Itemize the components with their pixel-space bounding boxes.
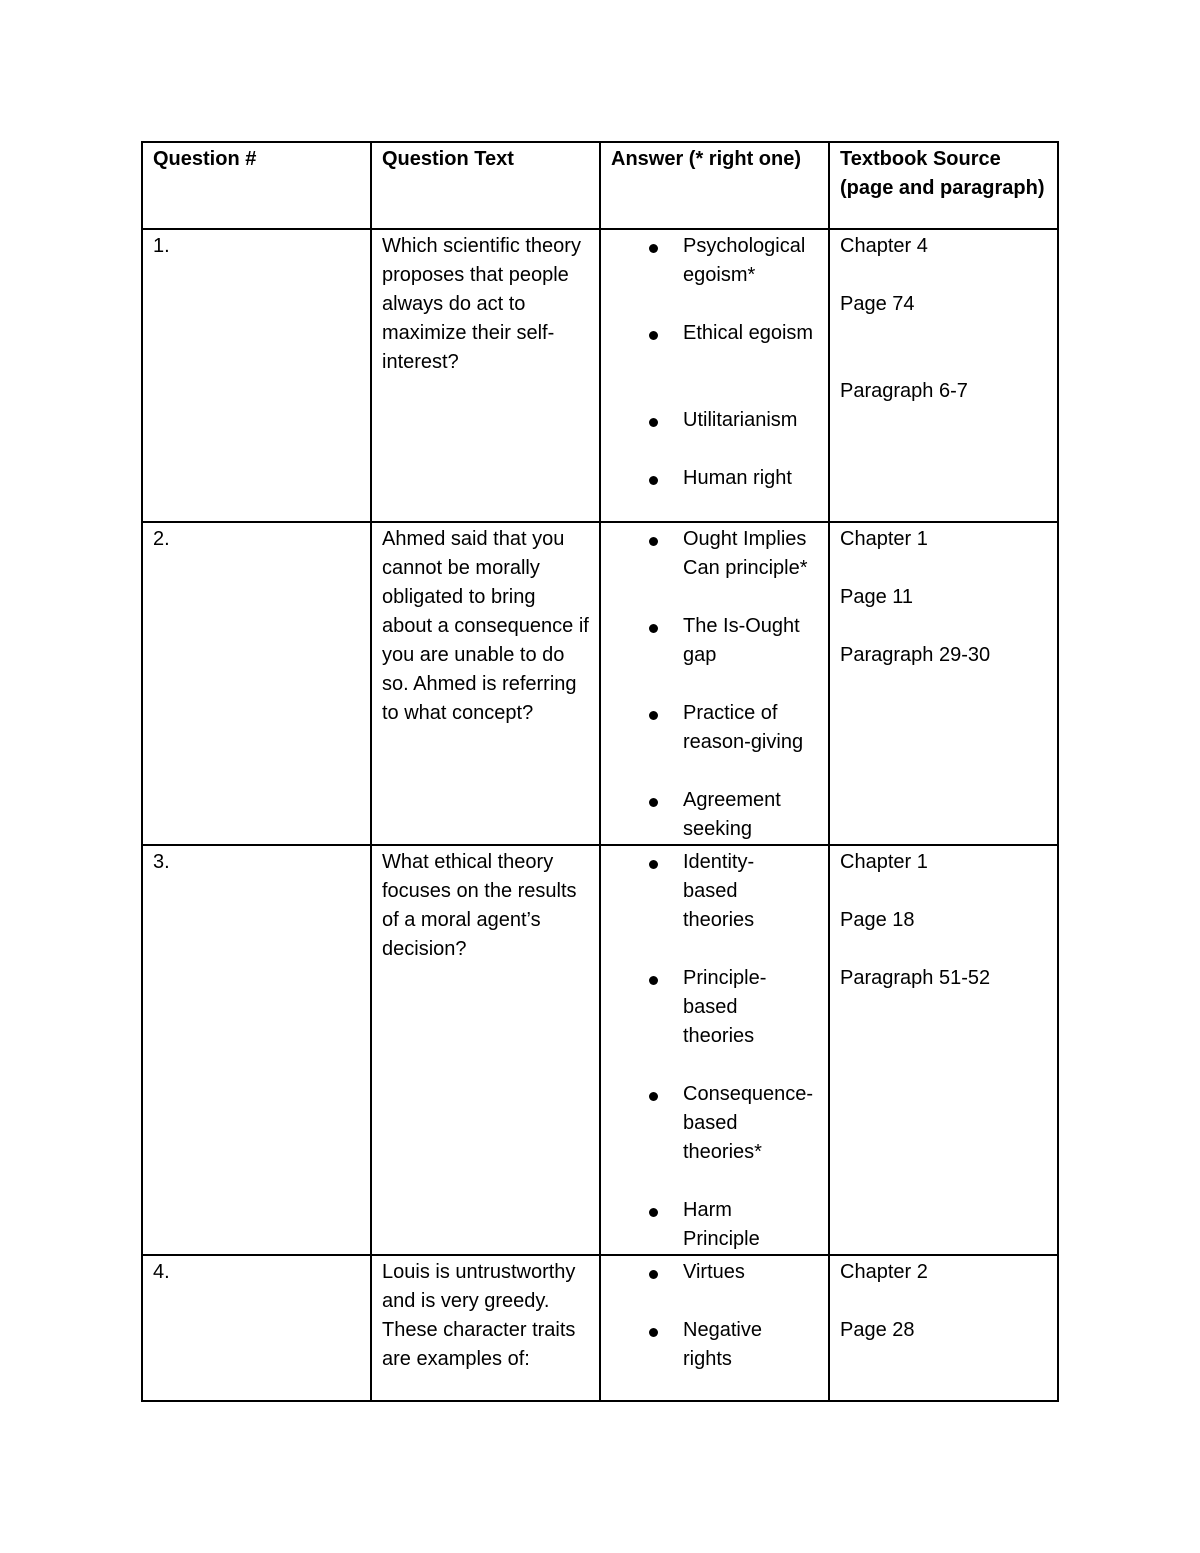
header-question-text: Question Text: [371, 142, 600, 229]
source-cell: [829, 229, 1058, 522]
table-row: [142, 1255, 1058, 1401]
bullet-icon: [649, 537, 658, 546]
source-paragraph: Paragraph 6-7: [840, 380, 968, 402]
bullet-icon: [649, 331, 658, 340]
answer-option: The Is-Ought gap: [611, 612, 818, 670]
table-header-row: [142, 142, 1058, 229]
source-chapter: Chapter 4: [840, 235, 928, 257]
bullet-icon: [649, 976, 658, 985]
answer-cell: [600, 229, 829, 522]
header-textbook-source: Textbook Source (page and paragraph): [829, 142, 1058, 229]
source-paragraph: Paragraph 29-30: [840, 644, 991, 666]
table-row: [142, 229, 1058, 522]
bullet-icon: [649, 1208, 658, 1217]
bullet-icon: [649, 476, 658, 485]
bullet-icon: [649, 711, 658, 720]
answer-cell: [600, 845, 829, 1255]
question-text: What ethical theory focuses on the results of a moral agent’s decision?: [371, 845, 600, 1255]
answer-option: Principle-based theories: [611, 964, 818, 1051]
bullet-icon: [649, 860, 658, 869]
source-paragraph: Paragraph 51-52: [840, 967, 991, 989]
bullet-icon: [649, 1270, 658, 1279]
answer-option: Negative rights: [611, 1316, 818, 1374]
answer-option: Agreement seeking: [611, 786, 818, 844]
source-cell: [829, 845, 1058, 1255]
source-chapter: Chapter 1: [840, 528, 928, 550]
answer-option: Psychological egoism*: [611, 232, 818, 290]
question-number: 4.: [142, 1255, 371, 1401]
answer-option: Identity-based theories: [611, 848, 818, 935]
header-answer: Answer (* right one): [600, 142, 829, 229]
answer-list: [611, 848, 818, 1254]
question-number: 3.: [142, 845, 371, 1255]
bullet-icon: [649, 418, 658, 427]
answer-cell: [600, 522, 829, 845]
answer-list: [611, 525, 818, 844]
answer-option: Human right: [611, 464, 818, 493]
answer-option: Virtues: [611, 1258, 818, 1287]
bullet-icon: [649, 798, 658, 807]
question-number: 1.: [142, 229, 371, 522]
bullet-icon: [649, 244, 658, 253]
source-chapter: Chapter 1: [840, 851, 928, 873]
table-row: [142, 522, 1058, 845]
answer-list: [611, 1258, 818, 1374]
bullet-icon: [649, 1092, 658, 1101]
answer-option: Ought Implies Can principle*: [611, 525, 818, 583]
question-text: Louis is untrustworthy and is very greedy. These character traits are examples of:: [371, 1255, 600, 1401]
bullet-icon: [649, 1328, 658, 1337]
header-question-number: Question #: [142, 142, 371, 229]
question-number: 2.: [142, 522, 371, 845]
question-text: Which scientific theory proposes that people always do act to maximize their self-interest?: [371, 229, 600, 522]
answer-cell: [600, 1255, 829, 1401]
answer-option: Harm Principle: [611, 1196, 818, 1254]
source-page: Page 28: [840, 1319, 915, 1341]
source-cell: [829, 522, 1058, 845]
answer-option: Ethical egoism: [611, 319, 818, 348]
source-page: Page 18: [840, 909, 915, 931]
source-page: Page 74: [840, 293, 915, 315]
source-page: Page 11: [840, 586, 914, 608]
question-text: Ahmed said that you cannot be morally obligated to bring about a consequence if you are unable to do so. Ahmed is referring to what concept?: [371, 522, 600, 845]
bullet-icon: [649, 624, 658, 633]
table-row: [142, 845, 1058, 1255]
source-chapter: Chapter 2: [840, 1261, 928, 1283]
answer-option: Consequence-based theories*: [611, 1080, 818, 1167]
answer-option: Utilitarianism: [611, 406, 818, 435]
answer-option: Practice of reason-giving: [611, 699, 818, 757]
answer-list: [611, 232, 818, 493]
source-cell: [829, 1255, 1058, 1401]
question-table: [141, 141, 1059, 1402]
